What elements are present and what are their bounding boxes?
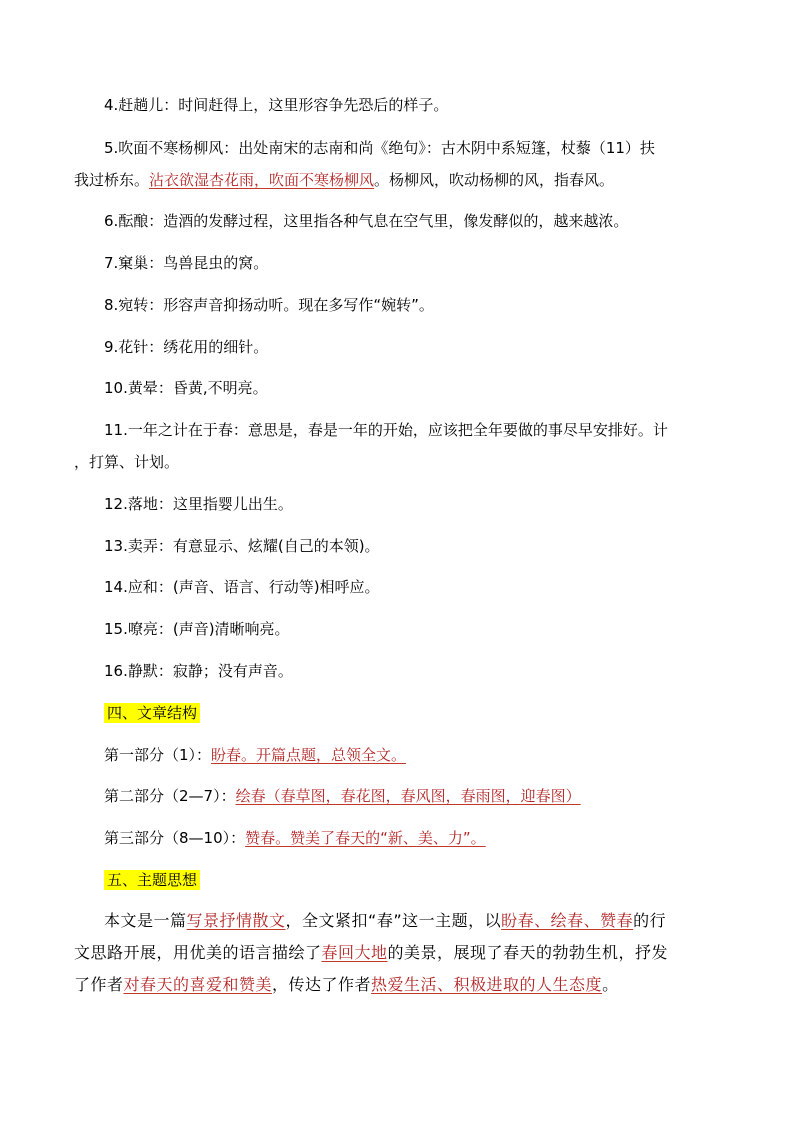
theme-text: 的美景，展现了春天的勃勃生机，抒发 [387,943,669,962]
theme-underline: 盼春、绘春、赞春 [501,911,634,930]
structure-part-1 [104,745,724,765]
theme-text: ，全文紧扣“春”这一主题，以 [285,911,502,930]
part-label: 第二部分（2—7）： [104,787,236,805]
note-item-4: 4.赶趟儿：时间赶得上，这里形容争先恐后的样子。 [104,96,449,114]
theme-text: 的行 [633,911,667,930]
theme-text: 了作者 [74,975,124,994]
note-text: 。杨柳风，吹动杨柳的风，指春风。 [374,171,615,189]
note-item-11-line1: 11.一年之计在于春：意思是，春是一年的开始，应该把全年要做的事尽早安排好。计 [104,421,668,439]
note-item-5-line1: 5.吹面不寒杨柳风：出处南宋的志南和尚《绝句》：古木阴中系短篷，杖藜（11）扶 [104,139,655,157]
theme-text: 。 [602,975,619,994]
note-item-6: 6.酝酿：造酒的发酵过程，这里指各种气息在空气里，像发酵似的，越来越浓。 [104,212,629,230]
note-item-13: 13.卖弄：有意显示、炫耀(自己的本领)。 [104,537,380,555]
highlighted-heading: 四、文章结构 [104,703,200,723]
note-item-5-line2 [74,170,694,190]
structure-part-2 [104,786,724,806]
highlighted-heading: 五、主题思想 [104,870,200,890]
theme-text: 文思路开展，用优美的语言描绘了 [74,943,322,962]
theme-underline: 写景抒情散文 [186,911,286,930]
note-item-16: 16.静默：寂静；没有声音。 [104,662,293,680]
part-label: 第三部分（8—10）： [104,829,246,847]
theme-underline: 热爱生活、积极进取的人生态度 [371,975,603,994]
theme-paragraph-line3 [74,975,694,995]
note-item-8: 8.宛转：形容声音抑扬动听。现在多写作“婉转”。 [104,296,434,314]
note-text: 我过桥东。 [74,171,150,189]
note-item-14: 14.应和：(声音、语言、行动等)相呼应。 [104,578,380,596]
note-item-12: 12.落地：这里指婴儿出生。 [104,495,293,513]
note-item-11-line2: ，打算、计划。 [74,453,180,471]
theme-text: 本文是一篇 [104,911,187,930]
theme-paragraph-line2 [74,943,694,963]
note-item-7: 7.窠巢：鸟兽昆虫的窝。 [104,254,269,272]
structure-part-3 [104,828,724,848]
part-text: 盼春。开篇点题，总领全文。 [211,746,407,764]
theme-paragraph-line1 [104,911,724,931]
underlined-poem-line: 沾衣欲湿杏花雨，吹面不寒杨柳风 [149,171,375,189]
note-item-15: 15.嘹亮：(声音)清晰响亮。 [104,620,290,638]
theme-text: ，传达了作者 [272,975,372,994]
note-item-9: 9.花针：绣花用的细针。 [104,338,269,356]
part-text: 绘春（春草图，春花图，春风图，春雨图，迎春图） [235,787,581,805]
section-heading-theme [104,870,724,890]
section-heading-structure [104,703,724,723]
note-item-10: 10.黄晕：昏黄,不明亮。 [104,379,268,397]
part-label: 第一部分（1）： [104,746,212,764]
theme-underline: 对春天的喜爱和赞美 [123,975,273,994]
part-text: 赞春。赞美了春天的“新、美、力”。 [245,829,486,847]
theme-underline: 春回大地 [321,943,388,962]
